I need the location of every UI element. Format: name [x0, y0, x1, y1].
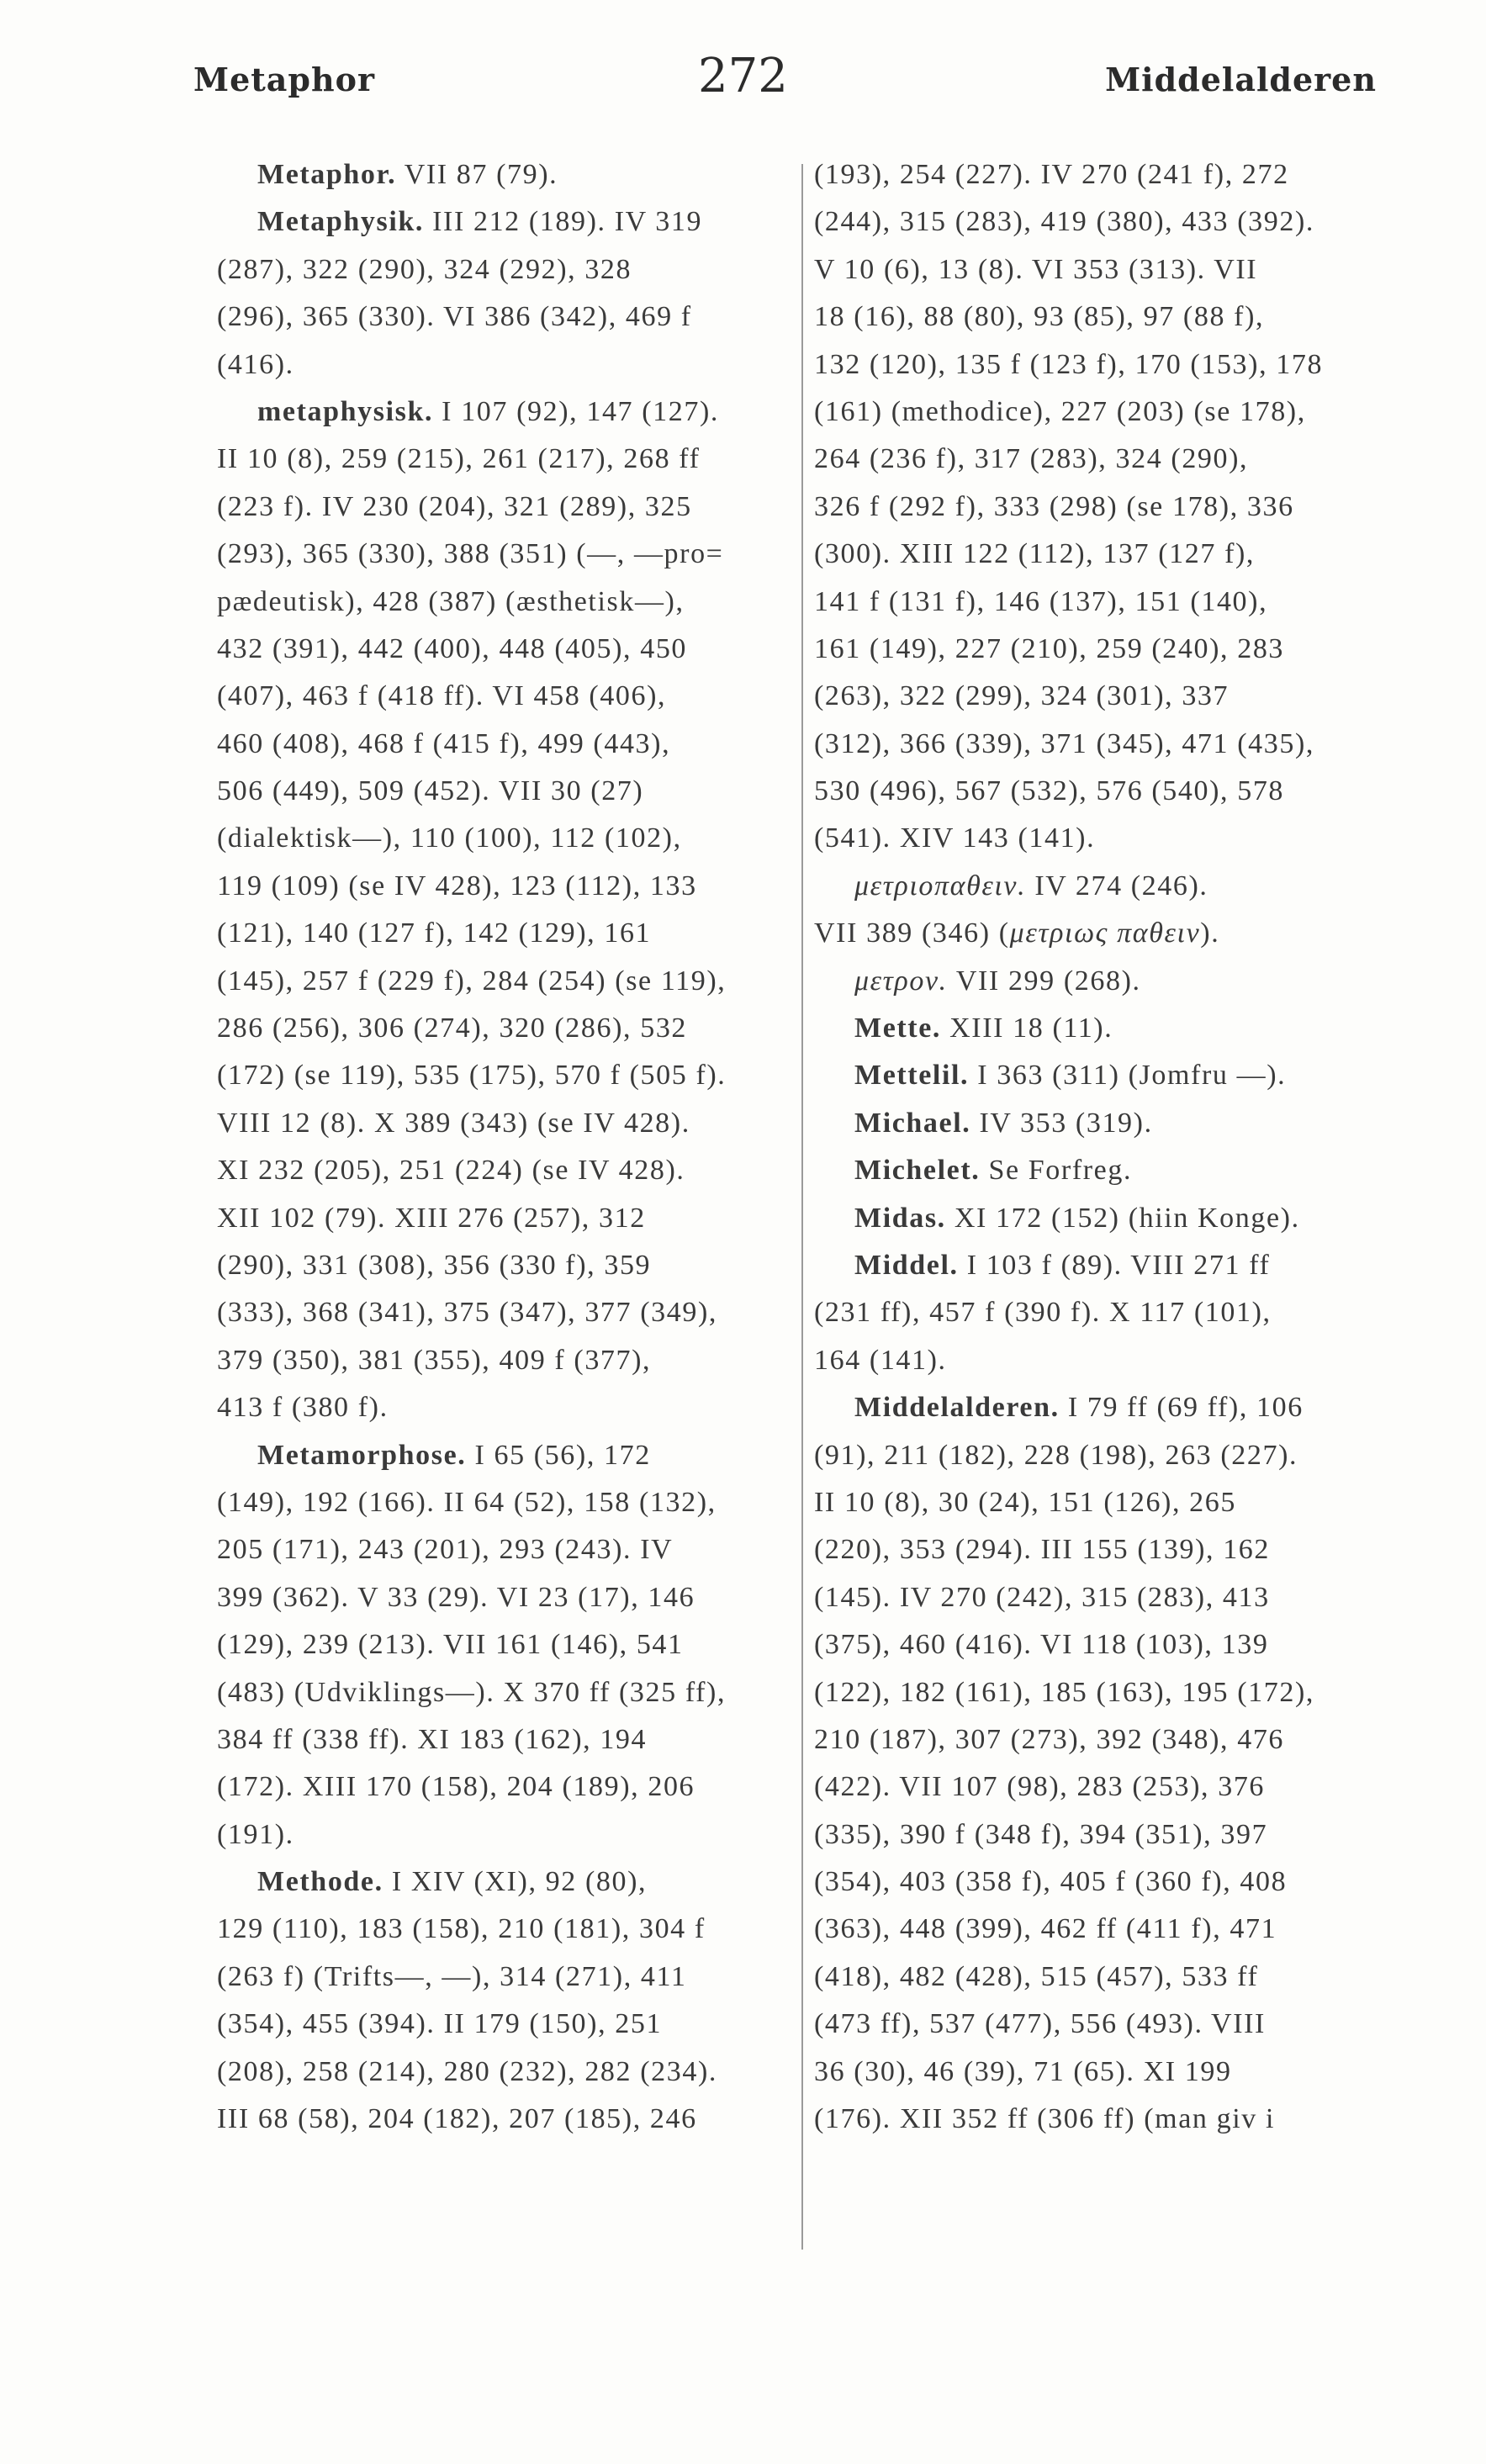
- index-references: I XIV (XI), 92 (80),: [383, 1866, 648, 1898]
- index-continuation-line: [217, 863, 789, 910]
- index-references: (422). VII 107 (98), 283 (253), 376: [814, 1771, 1266, 1803]
- index-continuation-line: [814, 389, 1386, 436]
- index-headword: Methode.: [257, 1866, 383, 1898]
- index-references: 384 ff (338 ff). XI 183 (162), 194: [217, 1723, 648, 1755]
- index-references: (149), 192 (166). II 64 (52), 158 (132),: [217, 1486, 717, 1518]
- index-continuation-line: [814, 1526, 1386, 1573]
- index-continuation-line: [814, 436, 1386, 483]
- left-column: [217, 151, 789, 2143]
- index-continuation-line: [814, 1811, 1386, 1859]
- index-references: 119 (109) (se IV 428), 123 (112), 133: [217, 870, 697, 902]
- index-references: (541). XIV 143 (141).: [814, 822, 1096, 854]
- index-headword: Michelet.: [854, 1155, 981, 1187]
- index-continuation-line: [814, 579, 1386, 626]
- index-headword: metaphysisk.: [257, 395, 434, 427]
- index-references: (122), 182 (161), 185 (163), 195 (172),: [814, 1676, 1314, 1708]
- index-references: 18 (16), 88 (80), 93 (85), 97 (88 f),: [814, 301, 1265, 333]
- index-continuation-line: [217, 1954, 789, 2001]
- index-continuation-line: [217, 2049, 789, 2096]
- index-references: (121), 140 (127 f), 142 (129), 161: [217, 917, 652, 949]
- index-references: (208), 258 (214), 280 (232), 282 (234).: [217, 2055, 717, 2087]
- index-continuation-line: [217, 1716, 789, 1763]
- index-entry-line: [217, 1859, 789, 1906]
- index-continuation-line: [217, 1005, 789, 1052]
- index-references: VII 87 (79).: [396, 159, 558, 190]
- index-references: II 10 (8), 30 (24), 151 (126), 265: [814, 1486, 1236, 1518]
- index-headword: Mette.: [854, 1013, 942, 1044]
- index-continuation-line: [814, 1906, 1386, 1953]
- index-references: (354), 403 (358 f), 405 f (360 f), 408: [814, 1866, 1288, 1898]
- index-continuation-line: [814, 2001, 1386, 2048]
- column-divider: [801, 164, 803, 2250]
- index-entry-line: [217, 151, 789, 198]
- index-entry-line: [814, 863, 1386, 910]
- index-references: (293), 365 (330), 388 (351) (—, —pro=: [217, 538, 724, 570]
- index-references: Se Forfreg.: [980, 1155, 1133, 1187]
- index-continuation-line: [217, 815, 789, 862]
- index-continuation-line: [217, 768, 789, 815]
- index-references: (363), 448 (399), 462 ff (411 f), 471: [814, 1913, 1277, 1945]
- index-continuation-line: [814, 1859, 1386, 1906]
- index-references: (91), 211 (182), 228 (198), 263 (227).: [814, 1439, 1298, 1471]
- index-continuation-line: [217, 721, 789, 768]
- index-references: (407), 463 f (418 ff). VI 458 (406),: [217, 680, 667, 712]
- index-references: (335), 390 f (348 f), 394 (351), 397: [814, 1818, 1268, 1850]
- index-references: 326 f (292 f), 333 (298) (se 178), 336: [814, 490, 1294, 522]
- running-head-left: Metaphor: [193, 61, 375, 98]
- greek-headword: μετρον.: [854, 965, 948, 997]
- index-references: 432 (391), 442 (400), 448 (405), 450: [217, 632, 688, 664]
- index-references: VII 389 (346) (: [814, 917, 1010, 949]
- index-references: III 68 (58), 204 (182), 207 (185), 246: [217, 2103, 697, 2135]
- index-references: (473 ff), 537 (477), 556 (493). VIII: [814, 2008, 1266, 2040]
- index-references: 161 (149), 227 (210), 259 (240), 283: [814, 632, 1285, 664]
- index-entry-line: [814, 1005, 1386, 1052]
- index-references: (263), 322 (299), 324 (301), 337: [814, 680, 1230, 712]
- index-references: VII 299 (268).: [947, 965, 1141, 997]
- index-continuation-line: [217, 1669, 789, 1716]
- index-continuation-line: [217, 246, 789, 293]
- index-references: (244), 315 (283), 419 (380), 433 (392).: [814, 206, 1314, 238]
- index-continuation-line: [814, 721, 1386, 768]
- index-continuation-line: [814, 815, 1386, 862]
- index-references: 164 (141).: [814, 1344, 947, 1376]
- index-entry-line: [217, 1432, 789, 1479]
- index-headword: Metaphysik.: [257, 206, 425, 238]
- index-continuation-line: [217, 1195, 789, 1242]
- index-references: II 10 (8), 259 (215), 261 (217), 268 ff: [217, 443, 701, 475]
- index-continuation-line: [217, 1337, 789, 1384]
- index-references: 210 (187), 307 (273), 392 (348), 476: [814, 1723, 1285, 1755]
- index-continuation-line: [217, 1384, 789, 1431]
- index-continuation-line: [217, 626, 789, 673]
- index-continuation-line: [814, 484, 1386, 531]
- index-references: (145), 257 f (229 f), 284 (254) (se 119),: [217, 965, 727, 997]
- index-headword: Michael.: [854, 1107, 971, 1139]
- index-entry-line: [814, 958, 1386, 1005]
- index-continuation-line: [814, 1669, 1386, 1716]
- index-references: XI 232 (205), 251 (224) (se IV 428).: [217, 1155, 685, 1187]
- index-continuation-line: [814, 151, 1386, 198]
- index-continuation-line: [217, 2096, 789, 2143]
- index-references: (300). XIII 122 (112), 137 (127 f),: [814, 538, 1256, 570]
- index-continuation-line: [814, 293, 1386, 341]
- index-references: (193), 254 (227). IV 270 (241 f), 272: [814, 159, 1289, 190]
- index-continuation-line: [814, 673, 1386, 720]
- index-continuation-line: [814, 198, 1386, 246]
- index-headword: Metamorphose.: [257, 1439, 467, 1471]
- index-references: (312), 366 (339), 371 (345), 471 (435),: [814, 727, 1314, 759]
- index-references: V 10 (6), 13 (8). VI 353 (313). VII: [814, 253, 1258, 285]
- index-continuation-line: [217, 1289, 789, 1336]
- index-references: (263 f) (Trifts—, —), 314 (271), 411: [217, 1960, 687, 1992]
- index-references: 205 (171), 243 (201), 293 (243). IV: [217, 1534, 674, 1566]
- index-references: 129 (110), 183 (158), 210 (181), 304 f: [217, 1913, 706, 1945]
- index-continuation-line: [814, 1621, 1386, 1668]
- index-references: 506 (449), 509 (452). VII 30 (27): [217, 775, 644, 807]
- index-references: 264 (236 f), 317 (283), 324 (290),: [814, 443, 1249, 475]
- index-continuation-line: [814, 2049, 1386, 2096]
- index-references: (172). XIII 170 (158), 204 (189), 206: [217, 1771, 695, 1803]
- index-continuation-line: [814, 1337, 1386, 1384]
- index-continuation-line: [217, 1526, 789, 1573]
- index-references: XI 172 (152) (hiin Konge).: [945, 1202, 1300, 1234]
- index-references: (231 ff), 457 f (390 f). X 117 (101),: [814, 1297, 1272, 1329]
- index-references: (223 f). IV 230 (204), 321 (289), 325: [217, 490, 692, 522]
- index-continuation-line: [217, 1052, 789, 1099]
- index-continuation-line: [217, 1811, 789, 1859]
- index-continuation-line: [217, 910, 789, 957]
- index-entry-line: [814, 1242, 1386, 1289]
- index-references: I 363 (311) (Jomfru —).: [969, 1060, 1287, 1092]
- index-references: III 212 (189). IV 319: [424, 206, 703, 238]
- index-references: 141 f (131 f), 146 (137), 151 (140),: [814, 585, 1268, 617]
- index-headword: Middelalderen.: [854, 1392, 1060, 1424]
- index-headword: Midas.: [854, 1202, 946, 1234]
- index-references: pædeutisk), 428 (387) (æsthetisk—),: [217, 585, 685, 617]
- index-references: (296), 365 (330). VI 386 (342), 469 f: [217, 301, 692, 333]
- index-references: IV 353 (319).: [970, 1107, 1153, 1139]
- index-references: I 107 (92), 147 (127).: [433, 395, 719, 427]
- index-continuation-line: [217, 1763, 789, 1811]
- index-references: XII 102 (79). XIII 276 (257), 312: [217, 1202, 646, 1234]
- index-entry-line: [217, 198, 789, 246]
- index-references: (dialektisk—), 110 (100), 112 (102),: [217, 822, 682, 854]
- index-references: 413 f (380 f).: [217, 1392, 389, 1424]
- index-references: (418), 482 (428), 515 (457), 533 ff: [814, 1960, 1259, 1992]
- index-continuation-line: [217, 341, 789, 389]
- index-references: (176). XII 352 ff (306 ff) (man giv i: [814, 2103, 1275, 2135]
- index-references: XIII 18 (11).: [941, 1013, 1113, 1044]
- index-entry-line: [217, 389, 789, 436]
- index-headword: Mettelil.: [854, 1060, 970, 1092]
- index-references: 132 (120), 135 f (123 f), 170 (153), 178: [814, 348, 1324, 380]
- index-references: I 79 ff (69 ff), 106: [1059, 1392, 1304, 1424]
- index-continuation-line: [217, 1621, 789, 1668]
- index-references: ).: [1200, 917, 1220, 949]
- index-references: (129), 239 (213). VII 161 (146), 541: [217, 1629, 684, 1661]
- index-continuation-line: [217, 958, 789, 1005]
- index-entry-line: [814, 1052, 1386, 1099]
- index-continuation-line: [217, 1574, 789, 1621]
- index-references: 530 (496), 567 (532), 576 (540), 578: [814, 775, 1285, 807]
- index-references: (290), 331 (308), 356 (330 f), 359: [217, 1249, 652, 1281]
- index-continuation-line: [814, 531, 1386, 578]
- index-entry-line: [814, 1384, 1386, 1431]
- index-references: 379 (350), 381 (355), 409 f (377),: [217, 1344, 652, 1376]
- index-continuation-line: [217, 1479, 789, 1526]
- index-entry-line: [814, 1147, 1386, 1194]
- index-references: (483) (Udviklings—). X 370 ff (325 ff),: [217, 1676, 727, 1708]
- index-continuation-line: [814, 1763, 1386, 1811]
- index-continuation-line: [217, 1147, 789, 1194]
- index-references: IV 274 (246).: [1026, 870, 1208, 902]
- greek-headword: μετριοπαθειν.: [854, 870, 1027, 902]
- index-references: (161) (methodice), 227 (203) (se 178),: [814, 395, 1306, 427]
- index-continuation-line: [814, 1716, 1386, 1763]
- index-references: (172) (se 119), 535 (175), 570 f (505 f).: [217, 1060, 727, 1092]
- index-references: (191).: [217, 1818, 294, 1850]
- index-continuation-line: [217, 673, 789, 720]
- index-continuation-line: [814, 1432, 1386, 1479]
- index-continuation-line: [217, 436, 789, 483]
- index-continuation-line: [814, 1574, 1386, 1621]
- index-continuation-line: [814, 341, 1386, 389]
- index-headword: Middel.: [854, 1249, 959, 1281]
- index-continuation-line: [217, 579, 789, 626]
- index-references: 399 (362). V 33 (29). VI 23 (17), 146: [217, 1581, 695, 1613]
- index-continuation-line: [814, 1289, 1386, 1336]
- index-references: 286 (256), 306 (274), 320 (286), 532: [217, 1013, 688, 1044]
- index-references: (416).: [217, 348, 294, 380]
- index-references: 460 (408), 468 f (415 f), 499 (443),: [217, 727, 671, 759]
- greek-phrase: μετριως παθειν: [1009, 917, 1201, 949]
- index-continuation-line: [814, 2096, 1386, 2143]
- index-references: (375), 460 (416). VI 118 (103), 139: [814, 1629, 1269, 1661]
- page-number: 272: [698, 49, 788, 103]
- index-continuation-line: [814, 910, 1386, 957]
- index-continuation-line: [814, 626, 1386, 673]
- index-references: (354), 455 (394). II 179 (150), 251: [217, 2008, 663, 2040]
- index-entry-line: [814, 1195, 1386, 1242]
- index-continuation-line: [217, 1242, 789, 1289]
- index-continuation-line: [217, 1100, 789, 1147]
- index-references: (333), 368 (341), 375 (347), 377 (349),: [217, 1297, 717, 1329]
- index-continuation-line: [814, 1954, 1386, 2001]
- index-references: I 103 f (89). VIII 271 ff: [958, 1249, 1271, 1281]
- index-references: 36 (30), 46 (39), 71 (65). XI 199: [814, 2055, 1232, 2087]
- index-continuation-line: [814, 246, 1386, 293]
- running-head-right: Middelalderen: [1105, 61, 1377, 98]
- index-references: VIII 12 (8). X 389 (343) (se IV 428).: [217, 1107, 690, 1139]
- index-entry-line: [814, 1100, 1386, 1147]
- page-header: [0, 0, 1486, 126]
- index-references: (145). IV 270 (242), 315 (283), 413: [814, 1581, 1270, 1613]
- index-continuation-line: [217, 293, 789, 341]
- index-continuation-line: [217, 2001, 789, 2048]
- index-headword: Metaphor.: [257, 159, 397, 190]
- right-column: [814, 151, 1386, 2143]
- index-references: I 65 (56), 172: [466, 1439, 651, 1471]
- index-continuation-line: [217, 531, 789, 578]
- index-continuation-line: [217, 484, 789, 531]
- index-continuation-line: [814, 1479, 1386, 1526]
- index-continuation-line: [217, 1906, 789, 1953]
- index-references: (220), 353 (294). III 155 (139), 162: [814, 1534, 1271, 1566]
- index-continuation-line: [814, 768, 1386, 815]
- index-references: (287), 322 (290), 324 (292), 328: [217, 253, 632, 285]
